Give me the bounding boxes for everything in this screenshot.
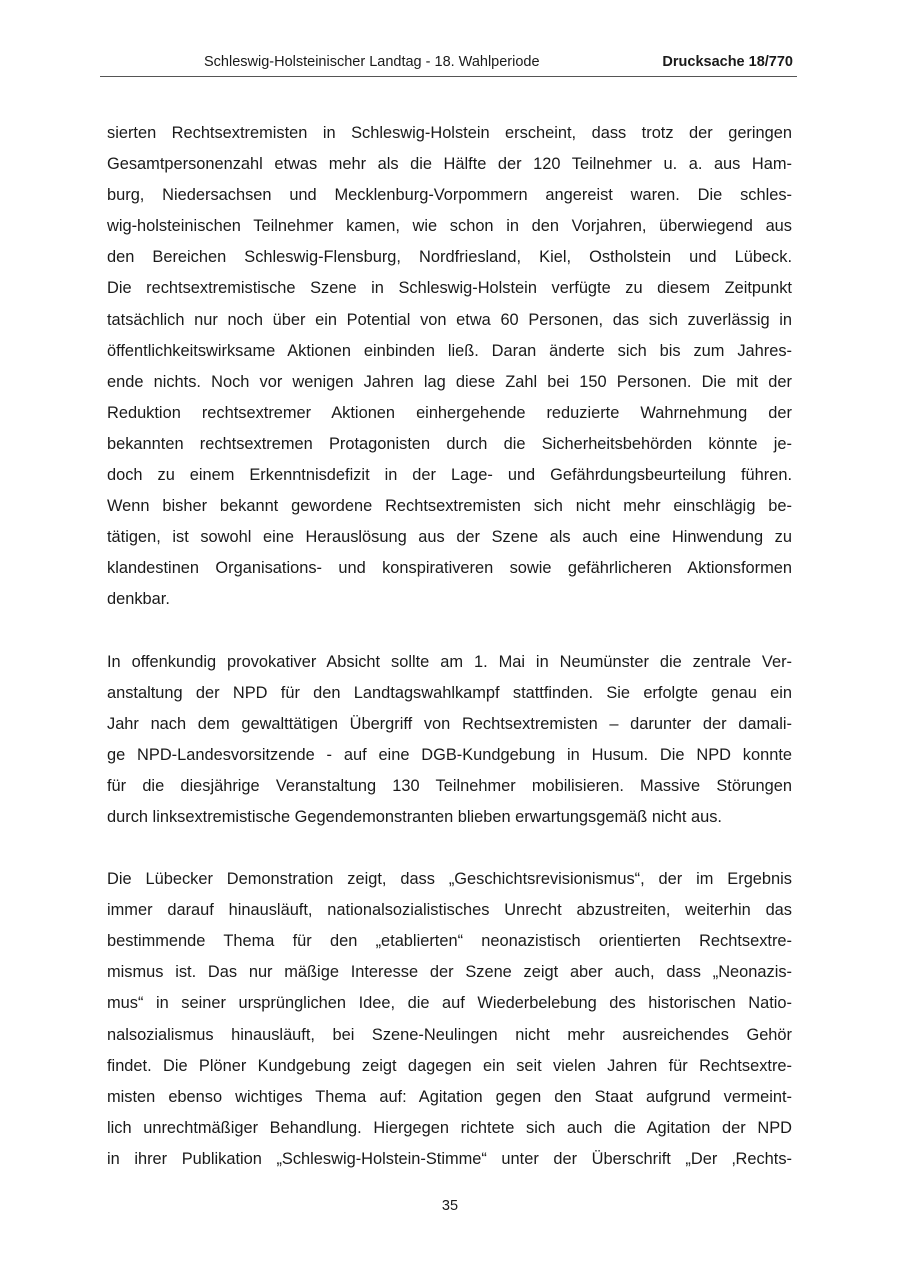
text-line: wig-holsteinischen Teilnehmer kamen, wie schon in den Vorjahren, überwiegend aus [107, 217, 792, 236]
text-line: öffentlichkeitswirksame Aktionen einbinden ließ. Daran änderte sich bis zum Jahres- [107, 341, 792, 360]
text-line: bestimmende Thema für den „etablierten“ neonazistisch orientierten Rechtsextre- [107, 932, 792, 951]
page-header [100, 48, 797, 77]
text-line: Wenn bisher bekannt gewordene Rechtsextremisten sich nicht mehr einschlägig be- [107, 497, 792, 516]
text-line: bekannten rechtsextremen Protagonisten durch die Sicherheitsbehörden könnte je- [107, 434, 792, 453]
text-line: klandestinen Organisations- und konspirativeren sowie gefährlicheren Aktionsformen [107, 559, 792, 578]
text-line: sierten Rechtsextremisten in Schleswig-Holstein erscheint, dass trotz der geringen [107, 124, 792, 142]
text-line: lich unrechtmäßiger Behandlung. Hiergegen richtete sich auch die Agitation der NPD [107, 1118, 792, 1137]
text-line: Die Lübecker Demonstration zeigt, dass „Geschichtsrevisionismus“, der im Ergebnis [107, 870, 792, 889]
text-line: burg, Niedersachsen und Mecklenburg-Vorpommern angereist waren. Die schles- [107, 186, 792, 205]
page-number: 35 [441, 1198, 459, 1214]
text-line: mus“ in seiner ursprünglichen Idee, die auf Wiederbelebung des historischen Natio- [107, 994, 792, 1013]
text-line: Reduktion rechtsextremer Aktionen einhergehende reduzierte Wahrnehmung der [107, 403, 792, 422]
text-line: immer darauf hinausläuft, nationalsozialistisches Unrecht abzustreiten, weiterhin das [107, 901, 792, 920]
text-line: durch linksextremistische Gegendemonstranten blieben erwartungsgemäß nicht aus. [107, 807, 722, 826]
text-line: ende nichts. Noch vor wenigen Jahren lag diese Zahl bei 150 Personen. Die mit der [107, 372, 792, 391]
text-line: findet. Die Plöner Kundgebung zeigt dagegen ein seit vielen Jahren für Rechtsextre- [107, 1056, 792, 1075]
text-line: Gesamtpersonenzahl etwas mehr als die Hälfte der 120 Teilnehmer u. a. aus Ham- [107, 155, 792, 174]
text-line: tatsächlich nur noch über ein Potential von etwa 60 Personen, das sich zuverlässig in [107, 310, 792, 329]
paragraph-3 [107, 864, 792, 1175]
text-line: denkbar. [107, 590, 170, 609]
body-text [107, 118, 792, 1206]
text-line: nalsozialismus hinausläuft, bei Szene-Neulingen nicht mehr ausreichendes Gehör [107, 1025, 792, 1044]
text-line: Jahr nach dem gewalttätigen Übergriff von Rechtsextremisten – darunter der damali- [107, 714, 792, 733]
paragraph-1 [107, 118, 792, 616]
text-line: In offenkundig provokativer Absicht sollte am 1. Mai in Neumünster die zentrale Ver- [107, 652, 792, 671]
text-line: mismus ist. Das nur mäßige Interesse der Szene zeigt aber auch, dass „Neonazis- [107, 963, 792, 982]
text-line: tätigen, ist sowohl eine Herauslösung aus der Szene als auch eine Hinwendung zu [107, 528, 792, 547]
header-title: Schleswig-Holsteinischer Landtag - 18. Wahlperiode [204, 54, 540, 70]
text-line: in ihrer Publikation „Schleswig-Holstein-Stimme“ unter der Überschrift „Der ‚Rechts- [107, 1149, 792, 1168]
text-line: Die rechtsextremistische Szene in Schleswig-Holstein verfügte zu diesem Zeitpunkt [107, 279, 792, 298]
text-line: doch zu einem Erkenntnisdefizit in der Lage- und Gefährdungsbeurteilung führen. [107, 466, 792, 485]
paragraph-2 [107, 647, 792, 834]
document-number: Drucksache 18/770 [662, 54, 793, 70]
text-line: anstaltung der NPD für den Landtagswahlkampf stattfinden. Sie erfolgte genau ein [107, 683, 792, 702]
text-line: ge NPD-Landesvorsitzende - auf eine DGB-Kundgebung in Husum. Die NPD konnte [107, 745, 792, 764]
text-line: misten ebenso wichtiges Thema auf: Agitation gegen den Staat aufgrund vermeint- [107, 1087, 792, 1106]
text-line: für die diesjährige Veranstaltung 130 Teilnehmer mobilisieren. Massive Störungen [107, 776, 792, 795]
text-line: den Bereichen Schleswig-Flensburg, Nordfriesland, Kiel, Ostholstein und Lübeck. [107, 248, 792, 267]
